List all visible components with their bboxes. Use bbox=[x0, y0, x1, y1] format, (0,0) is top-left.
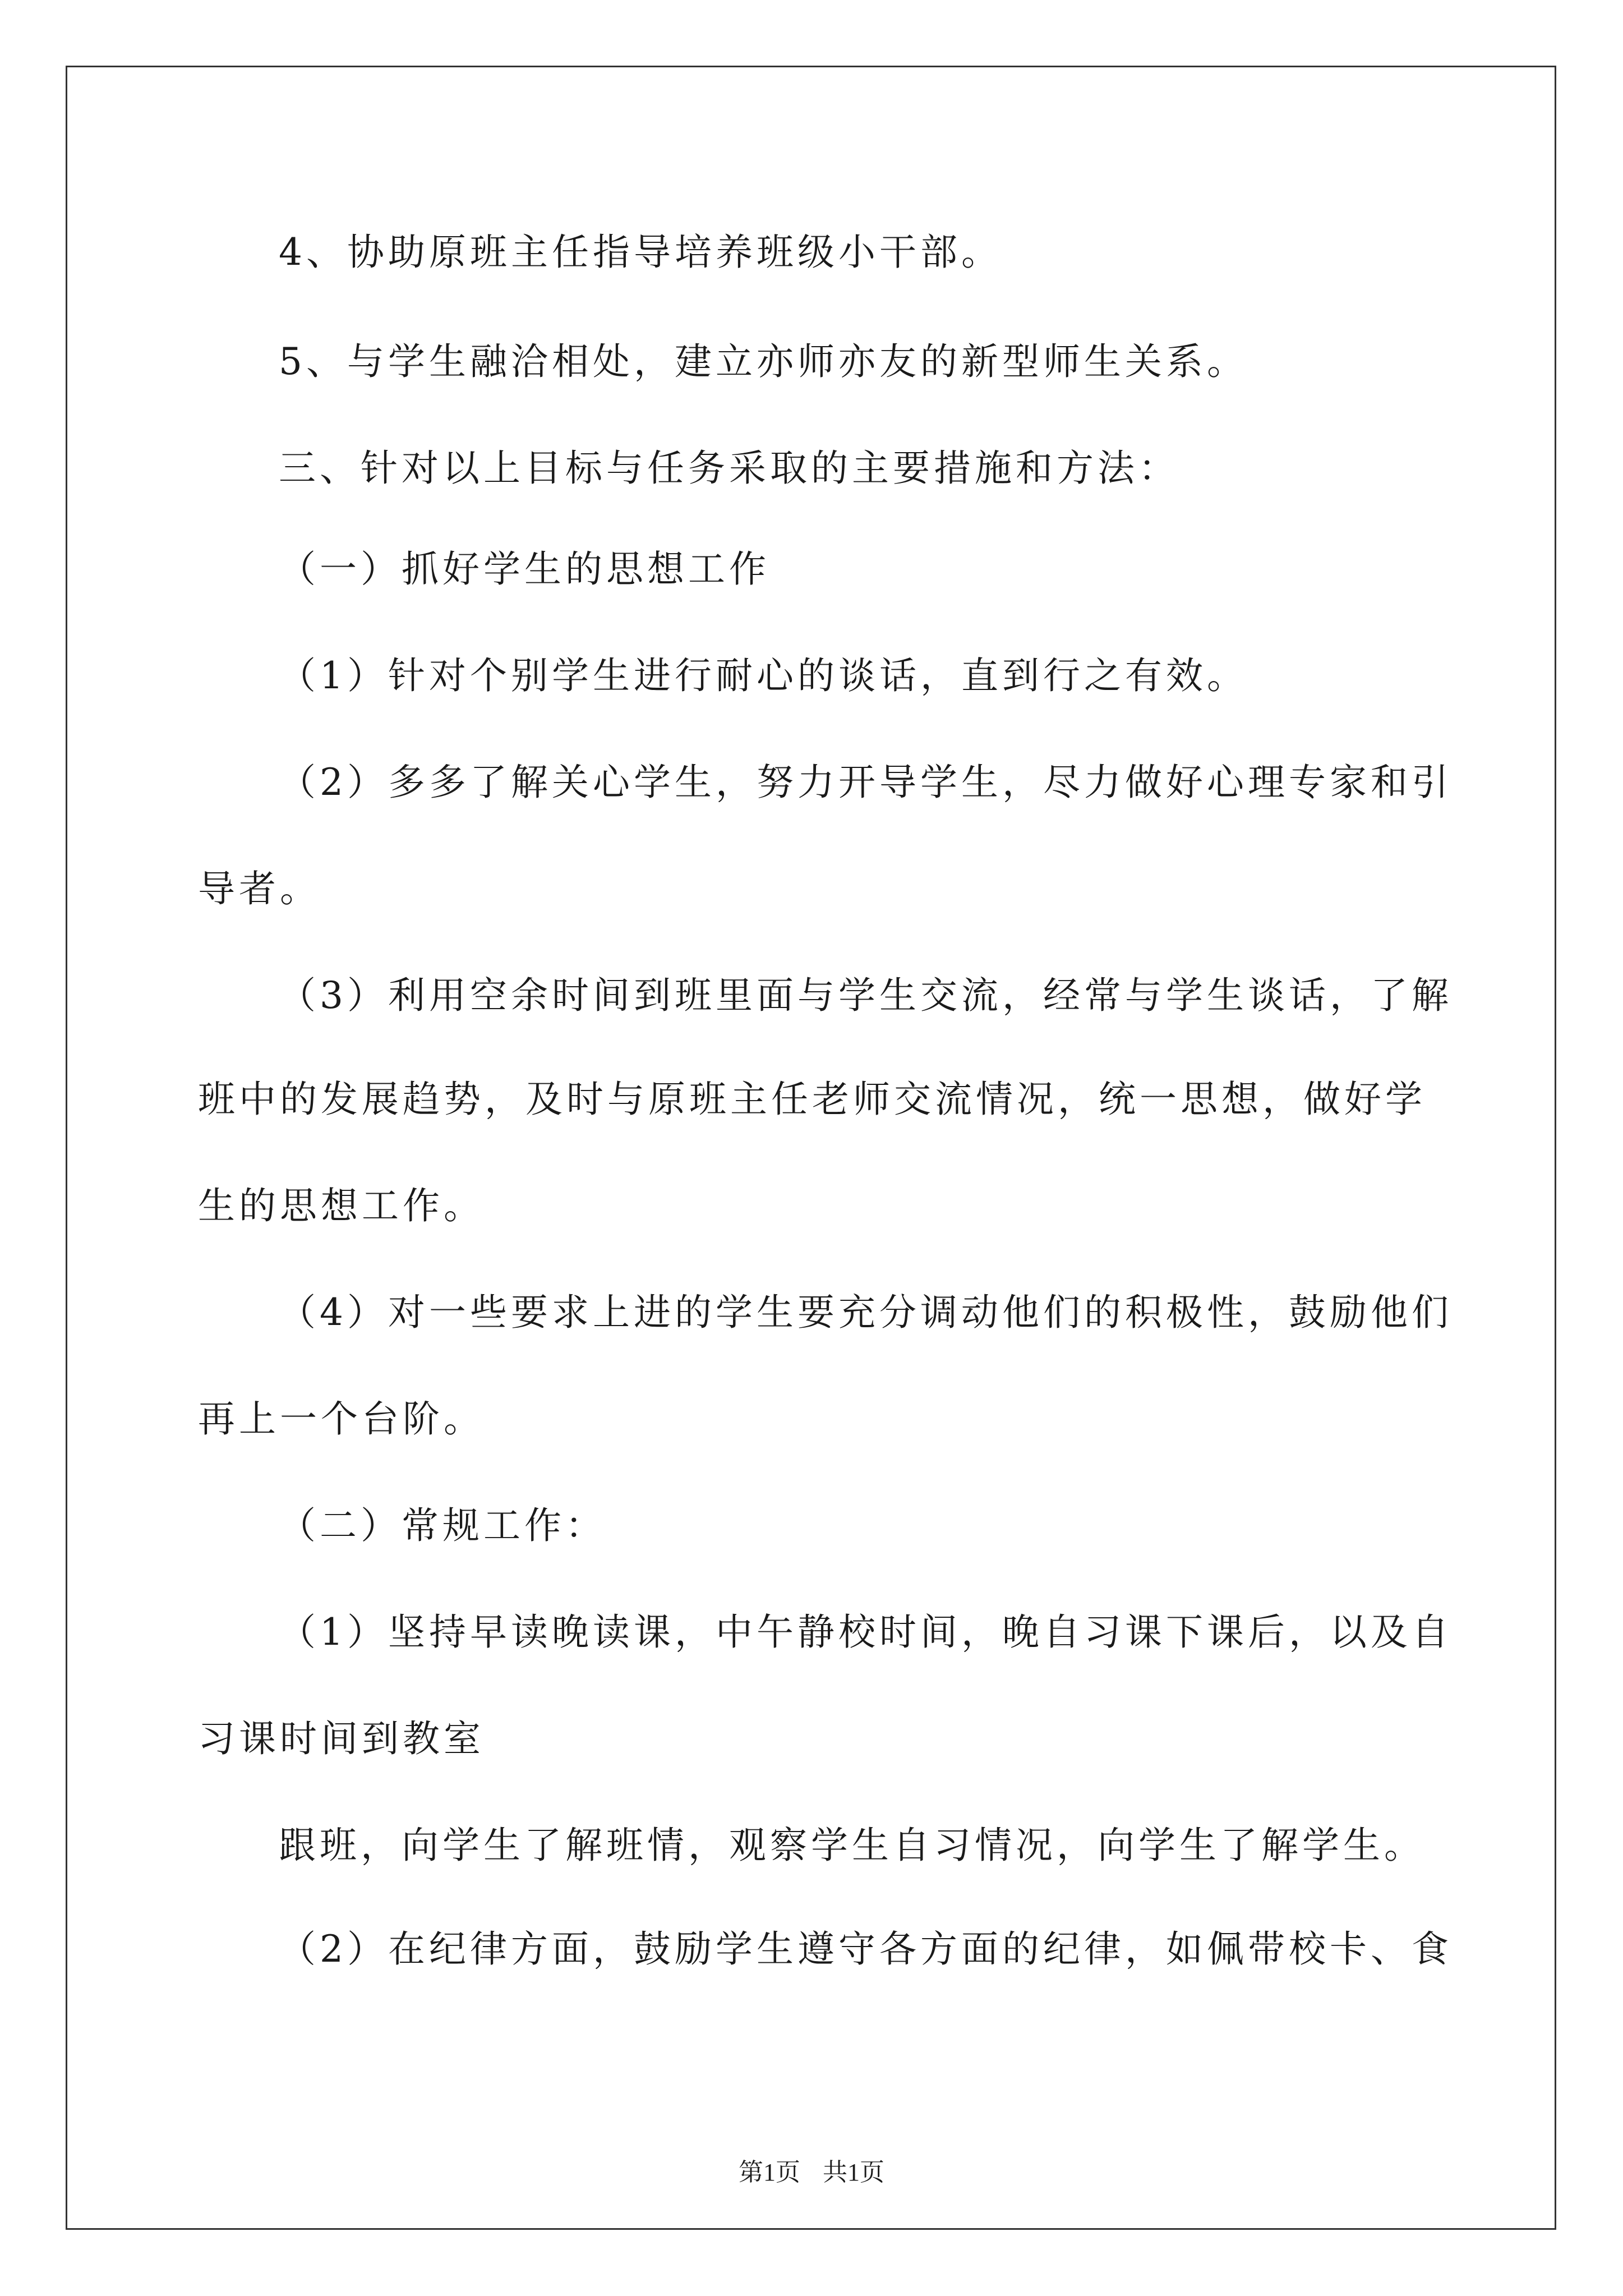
paragraph-line: 习课时间到教室 bbox=[198, 1717, 485, 1760]
paragraph-line: （4）对一些要求上进的学生要充分调动他们的积极性，鼓励他们 bbox=[279, 1291, 1453, 1334]
paragraph-line: 再上一个台阶。 bbox=[198, 1397, 485, 1441]
paragraph-line: （1）坚持早读晚读课，中午静校时间，晚自习课下课后，以及自 bbox=[279, 1611, 1453, 1654]
paragraph-line: （二）常规工作： bbox=[279, 1504, 606, 1547]
paragraph-line: 三、针对以上目标与任务采取的主要措施和方法： bbox=[279, 447, 1179, 490]
paragraph-line: （2）在纪律方面，鼓励学生遵守各方面的纪律，如佩带校卡、食 bbox=[279, 1927, 1453, 1971]
paragraph-line: 跟班，向学生了解班情，观察学生自习情况，向学生了解学生。 bbox=[279, 1824, 1425, 1867]
paragraph-line: 5、与学生融洽相处，建立亦师亦友的新型师生关系。 bbox=[279, 340, 1248, 383]
page-footer bbox=[0, 2157, 1623, 2188]
paragraph-line: （一）抓好学生的思想工作 bbox=[279, 547, 770, 591]
paragraph-line: （3）利用空余时间到班里面与学生交流，经常与学生谈话，了解 bbox=[279, 974, 1453, 1017]
page-border bbox=[66, 66, 1556, 2230]
paragraph-line: 生的思想工作。 bbox=[198, 1184, 485, 1227]
paragraph-line: 班中的发展趋势，及时与原班主任老师交流情况，统一思想，做好学 bbox=[198, 1078, 1426, 1121]
page-total: 共1页 bbox=[823, 2159, 884, 2186]
paragraph-line: 导者。 bbox=[198, 867, 321, 910]
paragraph-line: 4、协助原班主任指导培养班级小干部。 bbox=[279, 231, 1002, 274]
paragraph-line: （1）针对个别学生进行耐心的谈话，直到行之有效。 bbox=[279, 654, 1248, 697]
page-number: 第1页 bbox=[739, 2159, 800, 2186]
paragraph-line: （2）多多了解关心学生，努力开导学生，尽力做好心理专家和引 bbox=[279, 761, 1453, 804]
